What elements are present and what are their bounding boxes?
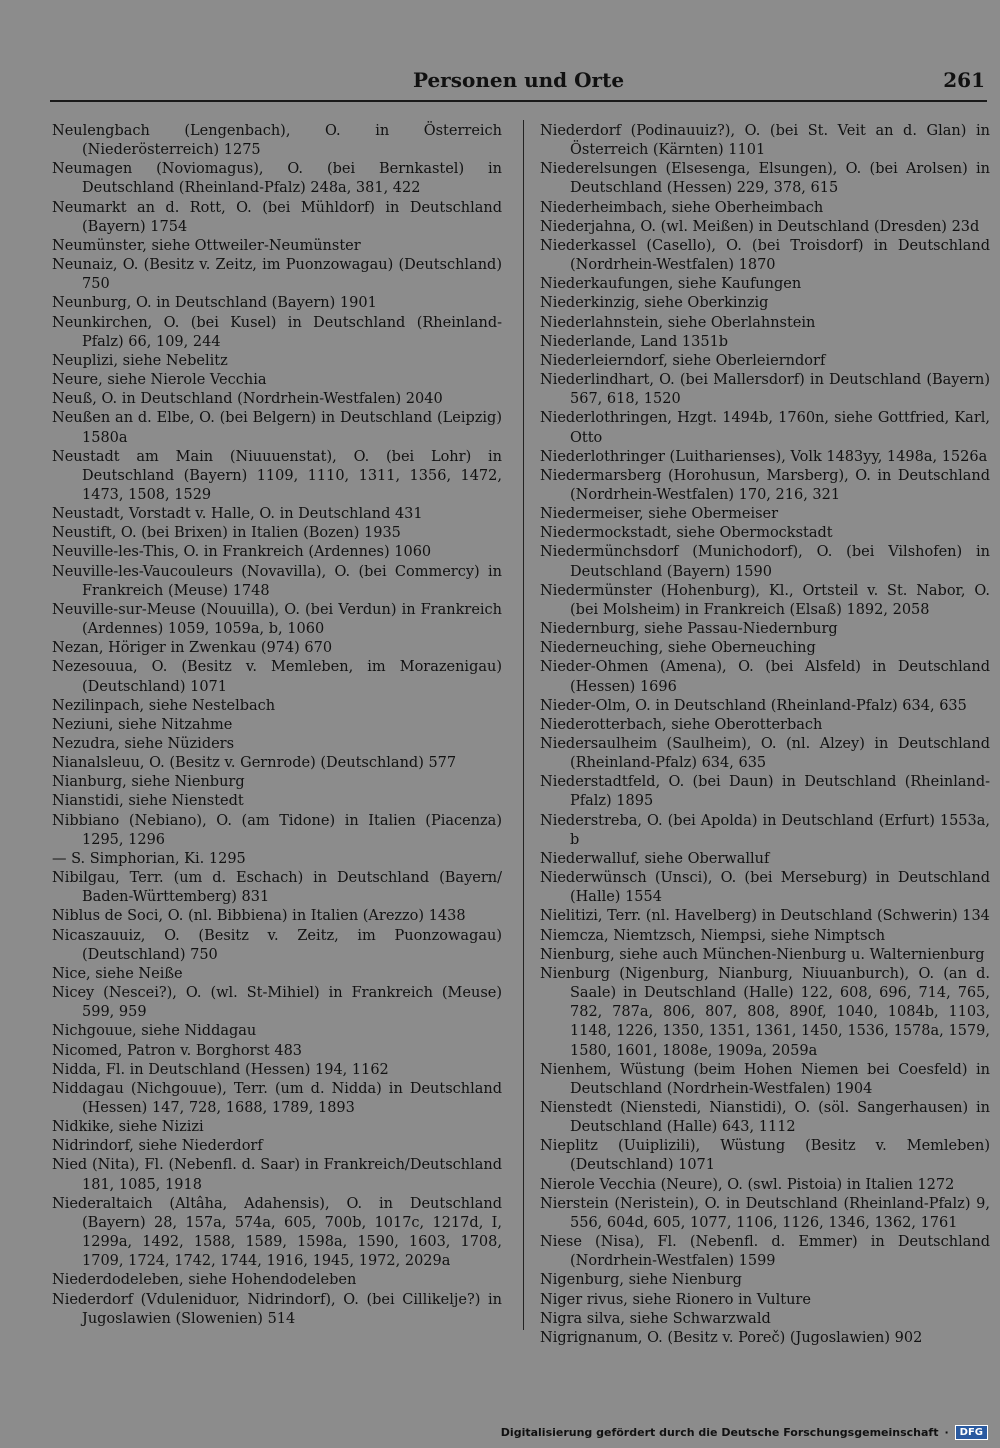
index-entry: Nezan, Höriger in Zwenkau (974) 670 xyxy=(52,640,333,657)
index-entry: Nieder-Olm, O. in Deutschland (Rheinland-Pfalz) 634, 635 xyxy=(540,697,967,714)
dfg-logo-icon: DFG xyxy=(955,1425,988,1440)
index-entry: Niederneuching, siehe Oberneuching xyxy=(540,640,816,657)
index-entry: Nicaszauuiz, O. (Besitz v. Zeitz, im Puonzowagau) (Deutschland) 750 xyxy=(52,927,502,963)
index-entry: Nicey (Nescei?), O. (wl. St-Mihiel) in Frankreich (Meuse) 599, 959 xyxy=(52,985,502,1021)
index-entry: Neumarkt an d. Rott, O. (bei Mühldorf) in Deutschland (Bayern) 1754 xyxy=(52,199,502,235)
index-entry: Niederdorf (Podinauuiz?), O. (bei St. Veit an d. Glan) in Österreich (Kärnten) 1101 xyxy=(540,123,990,159)
index-entry: Niederaltaich (Altâha, Adahensis), O. in Deutschland (Bayern) 28, 157a, 574a, 605, 700b, 1017c, 1217d, I, 1299a, 1492, 1588, 1589, 1598a, 1590, 1603, 1708, 1709, 1724, 1742, 1744, 1916, 1945, 1972, 2029a xyxy=(52,1195,502,1270)
index-entry: Nienburg, siehe auch München-Nienburg u. Walternienburg xyxy=(540,946,985,963)
index-entry: Niederwünsch (Unsci), O. (bei Merseburg) in Deutschland (Halle) 1554 xyxy=(540,870,990,906)
index-entry: Neunburg, O. in Deutschland (Bayern) 1901 xyxy=(52,295,377,312)
index-entry: Neure, siehe Nierole Vecchia xyxy=(52,372,267,389)
index-entry: Nigrignanum, O. (Besitz v. Poreč) (Jugoslawien) 902 xyxy=(540,1329,923,1346)
index-entry: Nianstidi, siehe Nienstedt xyxy=(52,793,244,810)
index-entry: Niblus de Soci, O. (nl. Bibbiena) in Italien (Arezzo) 1438 xyxy=(52,908,466,925)
index-entry: Nigenburg, siehe Nienburg xyxy=(540,1272,742,1289)
index-entry: Nezesouua, O. (Besitz v. Memleben, im Morazenigau) (Deutschland) 1071 xyxy=(52,659,502,695)
index-entry: Niederlothringer (Luitharienses), Volk 1483yy, 1498a, 1526a xyxy=(540,448,988,465)
index-entry: Niedermockstadt, siehe Obermockstadt xyxy=(540,525,833,542)
index-entry: Niederotterbach, siehe Oberotterbach xyxy=(540,716,823,733)
index-entry: Niemcza, Niemtzsch, Niempsi, siehe Nimptsch xyxy=(540,927,886,944)
index-entry: Nichgouue, siehe Niddagau xyxy=(52,1023,257,1040)
index-entry: Neumagen (Noviomagus), O. (bei Bernkastel) in Deutschland (Rheinland-Pfalz) 248a, 381, 422 xyxy=(52,161,502,197)
index-entry: Nieder-Ohmen (Amena), O. (bei Alsfeld) in Deutschland (Hessen) 1696 xyxy=(540,659,990,695)
index-entry: Nienstedt (Nienstedi, Nianstidi), O. (söl. Sangerhausen) in Deutschland (Halle) 643, 1112 xyxy=(540,1099,990,1136)
index-entry: Niederkaufungen, siehe Kaufungen xyxy=(540,276,802,293)
index-entry: Nigra silva, siehe Schwarzwald xyxy=(540,1310,771,1327)
index-entry: Nicomed, Patron v. Borghorst 483 xyxy=(52,1042,303,1059)
index-entry: Neziuni, siehe Nitzahme xyxy=(52,716,233,733)
index-entry: Niederdorf (Vduleniduor, Nidrindorf), O. (bei Cillikelje?) in Jugoslawien (Slowenien) 514 xyxy=(52,1291,502,1327)
index-entry: Nezilinpach, siehe Nestelbach xyxy=(52,697,276,714)
index-entry: Neustadt am Main (Niuuuenstat), O. (bei Lohr) in Deutschland (Bayern) 1109, 1110, 1311, 1356, 1472, 1473, 1508, 1529 xyxy=(52,448,502,503)
column-divider xyxy=(523,120,524,1330)
index-entry: Neustift, O. (bei Brixen) in Italien (Bozen) 1935 xyxy=(52,525,401,542)
index-entry: Nienburg (Nigenburg, Nianburg, Niuuanburch), O. (an d. Saale) in Deutschland (Halle) 122, 608, 696, 714, 765, 782, 787a, 806, 807, 808, 890f, 1040, 1084b, 1103, 1148, 1226, 1350, 1351, 1361, 1450, 1536, 1578a, 1579, 1580, 1601, 1808e, 1909a, 2059a xyxy=(540,965,990,1059)
index-entry: Neuville-sur-Meuse (Nouuilla), O. (bei Verdun) in Frankreich (Ardennes) 1059, 1059a, b, 1060 xyxy=(52,601,502,638)
index-entry: Niddagau (Nichgouue), Terr. (um d. Nidda) in Deutschland (Hessen) 147, 728, 1688, 1789, 1893 xyxy=(52,1080,502,1116)
index-entry: Neustadt, Vorstadt v. Halle, O. in Deutschland 431 xyxy=(52,506,423,523)
index-entry: Niedermünster (Hohenburg), Kl., Ortsteil v. St. Nabor, O. (bei Molsheim) in Frankreich (Elsaß) 1892, 2058 xyxy=(540,582,990,618)
index-entry: Niederkassel (Casello), O. (bei Troisdorf) in Deutschland (Nordrhein-Westfalen) 1870 xyxy=(540,237,990,274)
index-entry: Neußen an d. Elbe, O. (bei Belgern) in Deutschland (Leipzig) 1580a xyxy=(52,410,502,446)
index-entry: Niederstreba, O. (bei Apolda) in Deutschland (Erfurt) 1553a, b xyxy=(540,812,990,848)
index-entry: — S. Simphorian, Ki. 1295 xyxy=(52,850,246,867)
index-entry: Nieplitz (Uuiplizili), Wüstung (Besitz v. Memleben) (Deutschland) 1071 xyxy=(540,1138,990,1174)
index-entry: Niederlindhart, O. (bei Mallersdorf) in Deutschland (Bayern) 567, 618, 1520 xyxy=(540,372,990,408)
index-entry: Nibbiano (Nebiano), O. (am Tidone) in Italien (Piacenza) 1295, 1296 xyxy=(52,812,502,848)
index-entry: Niederdodeleben, siehe Hohendodeleben xyxy=(52,1272,357,1289)
index-entry: Neunaiz, O. (Besitz v. Zeitz, im Puonzowagau) (Deutschland) 750 xyxy=(52,257,502,293)
index-entry: Niedernburg, siehe Passau-Niedernburg xyxy=(540,621,838,638)
index-entry: Nezudra, siehe Nüziders xyxy=(52,736,235,752)
index-entry: Nienhem, Wüstung (beim Hohen Niemen bei Coesfeld) in Deutschland (Nordrhein-Westfalen) 1904 xyxy=(540,1061,990,1097)
index-entry: Nielitizi, Terr. (nl. Havelberg) in Deutschland (Schwerin) 134 xyxy=(540,908,990,925)
index-entry: Niederlahnstein, siehe Oberlahnstein xyxy=(540,314,816,331)
index-entry: Nierstein (Neristein), O. in Deutschland (Rheinland-Pfalz) 9, 556, 604d, 605, 1077, 1106, 1126, 1346, 1362, 1761 xyxy=(540,1195,990,1231)
index-entry: Niger rivus, siehe Rionero in Vulture xyxy=(540,1291,811,1308)
index-entry: Nianalsleuu, O. (Besitz v. Gernrode) (Deutschland) 577 xyxy=(52,755,457,772)
left-column xyxy=(52,122,502,1329)
page-header xyxy=(50,62,987,102)
index-entry: Nice, siehe Neiße xyxy=(52,965,183,982)
index-entry: Neunkirchen, O. (bei Kusel) in Deutschland (Rheinland-Pfalz) 66, 109, 244 xyxy=(52,314,502,350)
page-number: 261 xyxy=(943,68,985,92)
index-entry: Niederkinzig, siehe Oberkinzig xyxy=(540,295,769,312)
index-entry: Nied (Nita), Fl. (Nebenfl. d. Saar) in Frankreich/Deutschland 181, 1085, 1918 xyxy=(52,1157,502,1193)
right-column xyxy=(540,122,990,1348)
index-entry: Niederelsungen (Elsesenga, Elsungen), O. (bei Arolsen) in Deutschland (Hessen) 229, 378, 615 xyxy=(540,161,990,197)
index-entry: Niese (Nisa), Fl. (Nebenfl. d. Emmer) in Deutschland (Nordrhein-Westfalen) 1599 xyxy=(540,1234,990,1270)
index-entry: Neuß, O. in Deutschland (Nordrhein-Westfalen) 2040 xyxy=(52,391,443,408)
footer: Digitalisierung gefördert durch die Deutsche Forschungsgemeinschaft · DFG xyxy=(501,1425,988,1440)
index-entry: Niederwalluf, siehe Oberwalluf xyxy=(540,850,770,867)
index-entry: Nibilgau, Terr. (um d. Eschach) in Deutschland (Bayern/ Baden-Württemberg) 831 xyxy=(52,870,502,906)
index-entry: Niedermünchsdorf (Munichodorf), O. (bei Vilshofen) in Deutschland (Bayern) 1590 xyxy=(540,544,990,580)
index-entry: Neulengbach (Lengenbach), O. in Österreich (Niederösterreich) 1275 xyxy=(52,123,502,159)
index-entry: Niederheimbach, siehe Oberheimbach xyxy=(540,199,824,216)
index-entry: Niederlothringen, Hzgt. 1494b, 1760n, siehe Gottfried, Karl, Otto xyxy=(540,410,990,446)
page-title: Personen und Orte xyxy=(412,68,625,92)
index-entry: Neuville-les-Vaucouleurs (Novavilla), O. (bei Commercy) in Frankreich (Meuse) 1748 xyxy=(52,563,502,599)
index-entry: Neuville-les-This, O. in Frankreich (Ardennes) 1060 xyxy=(52,544,432,561)
index-entry: Niederleierndorf, siehe Oberleierndorf xyxy=(540,352,826,369)
index-entry: Niedersaulheim (Saulheim), O. (nl. Alzey) in Deutschland (Rheinland-Pfalz) 634, 635 xyxy=(540,736,990,772)
index-entry: Niederstadtfeld, O. (bei Daun) in Deutschland (Rheinland-Pfalz) 1895 xyxy=(540,774,990,810)
index-entry: Niedermarsberg (Horohusun, Marsberg), O. in Deutschland (Nordrhein-Westfalen) 170, 216, 321 xyxy=(540,467,990,503)
index-entry: Niederjahna, O. (wl. Meißen) in Deutschland (Dresden) 23d xyxy=(540,218,980,235)
footer-text: Digitalisierung gefördert durch die Deutsche Forschungsgemeinschaft xyxy=(500,1426,939,1439)
index-entry: Neumünster, siehe Ottweiler-Neumünster xyxy=(52,237,361,254)
index-entry: Nidrindorf, siehe Niederdorf xyxy=(52,1138,263,1155)
index-entry: Niedermeiser, siehe Obermeiser xyxy=(540,506,779,523)
index-entry: Niederlande, Land 1351b xyxy=(540,333,729,350)
index-entry: Nidda, Fl. in Deutschland (Hessen) 194, 1162 xyxy=(52,1061,389,1078)
index-entry: Neuplizi, siehe Nebelitz xyxy=(52,352,228,369)
index-entry: Nierole Vecchia (Neure), O. (swl. Pistoia) in Italien 1272 xyxy=(540,1176,955,1193)
index-entry: Nianburg, siehe Nienburg xyxy=(52,774,245,791)
index-entry: Nidkike, siehe Nizizi xyxy=(52,1119,204,1136)
